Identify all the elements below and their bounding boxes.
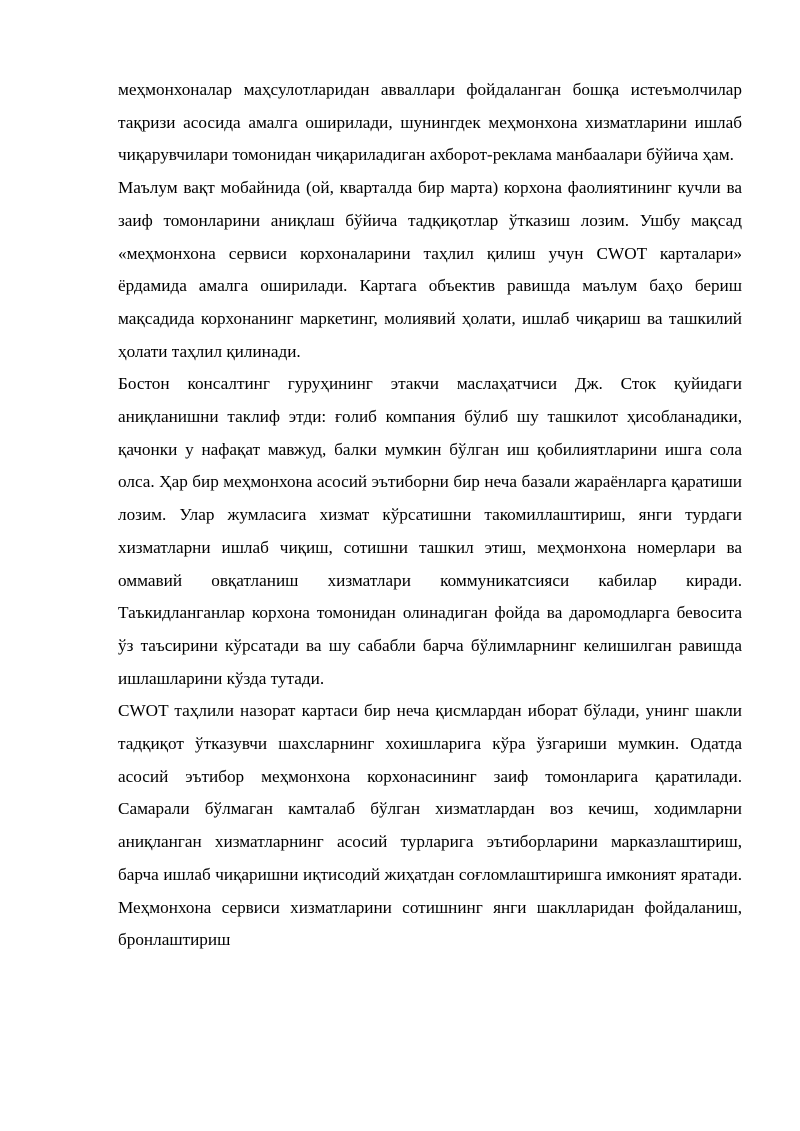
paragraph-4: CWOT таҳлили назорат картаси бир неча қисмлардан иборат бўлади, унинг шакли тадқиқот ўтказувчи шахсларнинг хохишларига кўра ўзгариши мумкин. Одатда асосий эътибор меҳмонхона корхонасининг заиф томонларига қаратилади. Самарали бўлмаган камталаб бўлган хизматлардан воз кечиш, ходимларни аниқланган хизматларнинг асосий турларига эътиборларини марказлаштириш, барча ишлаб чиқаришни иқтисодий жиҳатдан соғломлаштиришга имконият яратади. Меҳмонхона сервиси хизматларини сотишнинг янги шаклларидан фойдаланиш, бронлаштириш — [118, 701, 742, 950]
document-body — [118, 74, 742, 957]
paragraph-2: Маълум вақт мобайнида (ой, кварталда бир марта) корхона фаолиятининг кучли ва заиф томонларини аниқлаш бўйича тадқиқотлар ўтказиш лозим. Ушбу мақсад «меҳмонхона сервиси корхоналарини таҳлил қилиш учун CWOT карталари» ёрдамида амалга оширилади. Картага объектив равишда маълум баҳо бериш мақсадида корхонанинг маркетинг, молиявий ҳолати, ишлаб чиқариш ва ташкилий ҳолати таҳлил қилинади. — [118, 178, 742, 361]
paragraph-3: Бостон консалтинг гуруҳининг этакчи маслаҳатчиси Дж. Сток қуйидаги аниқланишни таклиф этди: ғолиб компания бўлиб шу ташкилот ҳисобланадики, қачонки у нафақат мавжуд, балки мумкин бўлган иш қобилиятларини ишга сола олса. Ҳар бир меҳмонхона асосий эътиборни бир неча базали жараёнларга қаратиши лозим. Улар жумласига хизмат кўрсатишни такомиллаштириш, янги турдаги хизматларни ишлаб чиқиш, сотишни ташкил этиш, меҳмонхона номерлари ва оммавий овқатланиш хизматлари коммуникатсияси кабилар киради. Таъкидланганлар корхона томонидан олинадиган фойда ва даромодларга бевосита ўз таъсирини кўрсатади ва шу сабабли барча бўлимларнинг келишилган равишда ишлашларини кўзда тутади. — [118, 374, 742, 688]
paragraph-1: меҳмонхоналар маҳсулотларидан авваллари фойдаланган бошқа истеъмолчилар тақризи асосида амалга оширилади, шунингдек меҳмонхона хизматларини ишлаб чиқарувчилари томонидан чиқариладиган ахборот-реклама манбаалари бўйича ҳам. — [118, 80, 742, 165]
